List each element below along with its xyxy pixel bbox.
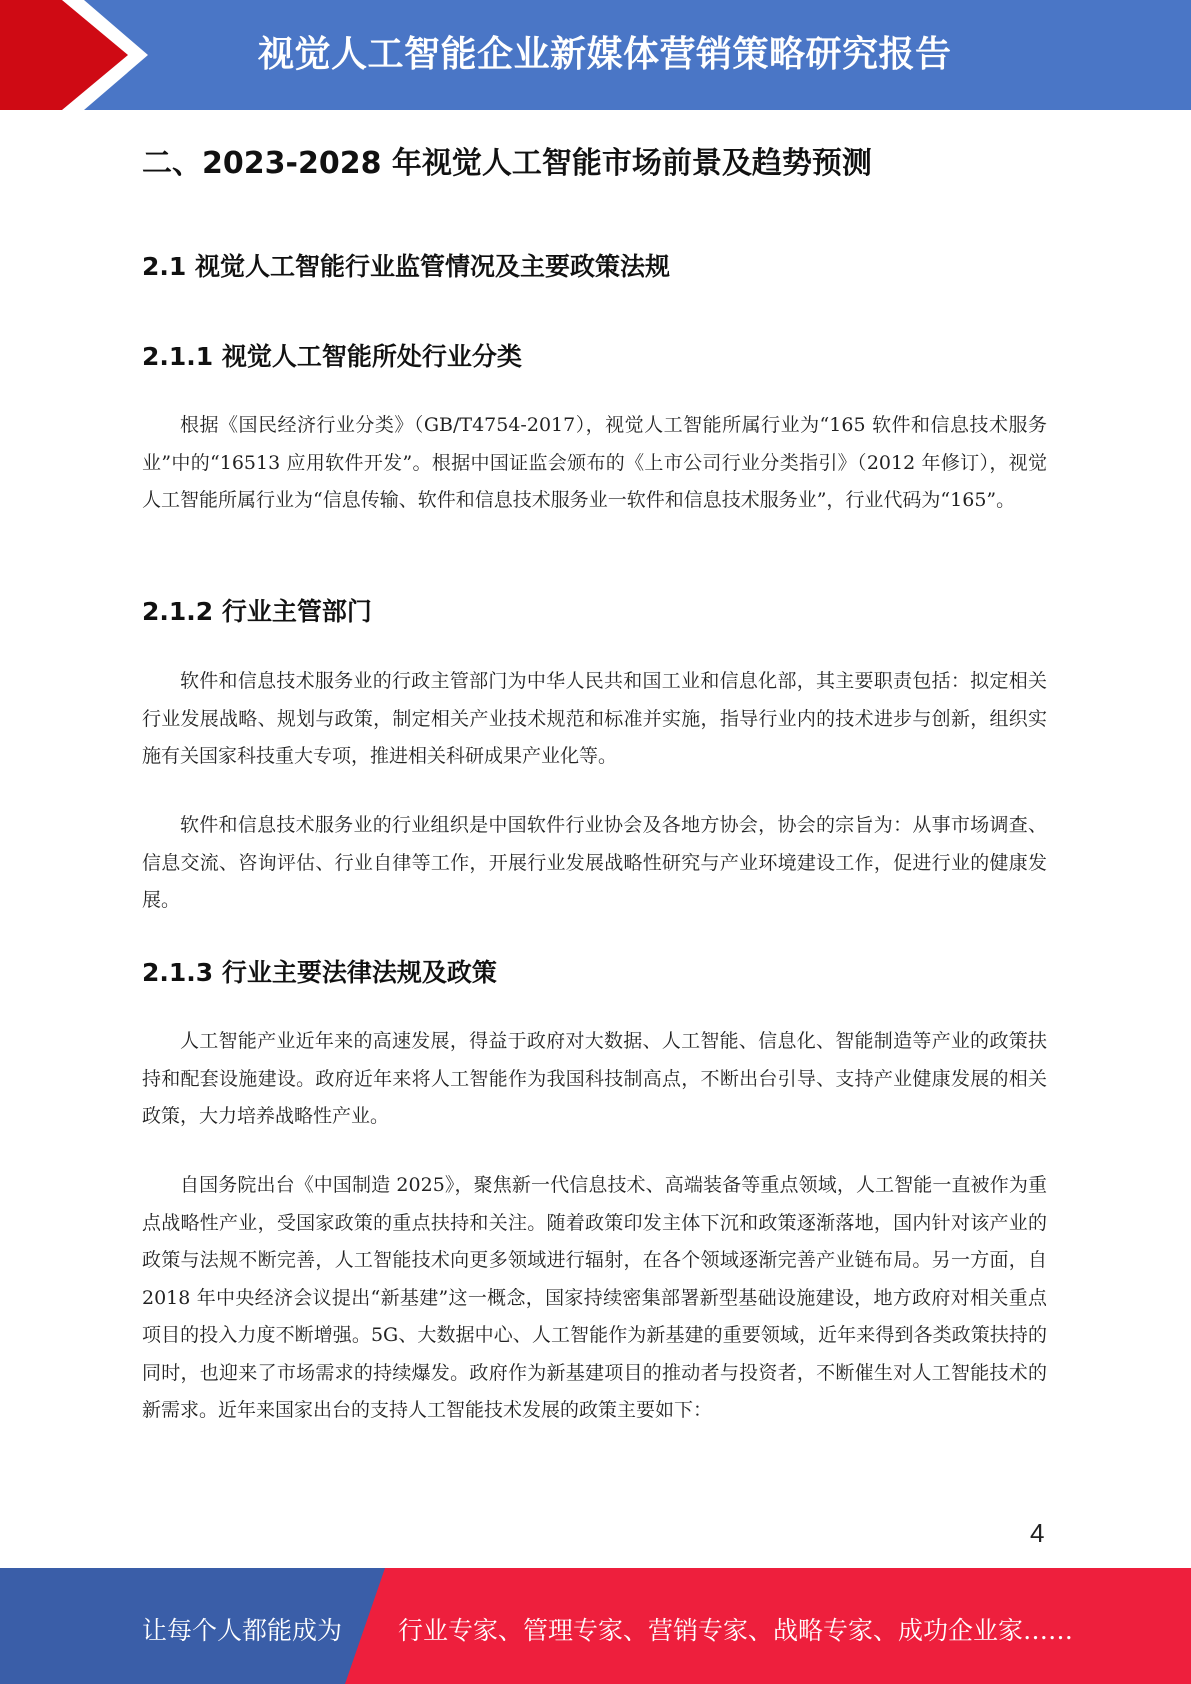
page-number: 4 [1030, 1518, 1045, 1548]
paragraph-industry-classification: 根据《国民经济行业分类》（GB/T4754-2017），视觉人工智能所属行业为“165 软件和信息技术服务业”中的“16513 应用软件开发”。根据中国证监会颁布的《上市公司行业分类指引》（2012 年修订），视觉人工智能所属行业为“信息传输、软件和信息技术服务业一软件和信息技术服务业”，行业代码为“165”。 [142, 414, 1047, 511]
paragraph-industry-association: 软件和信息技术服务业的行业组织是中国软件行业协会及各地方协会，协会的宗旨为：从事市场调查、信息交流、咨询评估、行业自律等工作，开展行业发展战略性研究与产业环境建设工作，促进行业的健康发展。 [142, 814, 1047, 911]
subsection-heading-2-1-3: 2.1.3 行业主要法律法规及政策 [142, 958, 497, 987]
header-banner [0, 0, 1191, 110]
paragraph-policy-support: 人工智能产业近年来的高速发展，得益于政府对大数据、人工智能、信息化、智能制造等产业的政策扶持和配套设施建设。政府近年来将人工智能作为我国科技制高点，不断出台引导、支持产业健康发展的相关政策，大力培养战略性产业。 [142, 1030, 1047, 1127]
paragraph-policy-detail: 自国务院出台《中国制造 2025》，聚焦新一代信息技术、高端装备等重点领域，人工智能一直被作为重点战略性产业，受国家政策的重点扶持和关注。随着政策印发主体下沉和政策逐渐落地，国内针对该产业的政策与法规不断完善，人工智能技术向更多领域进行辐射，在各个领域逐渐完善产业链布局。另一方面，自 2018 年中央经济会议提出“新基建”这一概念，国家持续密集部署新型基础设施建设，地方政府对相关重点项目的投入力度不断增强。5G、大数据中心、人工智能作为新基建的重要领域，近年来得到各类政策扶持的同时，也迎来了市场需求的持续爆发。政府作为新基建项目的推动者与投资者，不断催生对人工智能技术的新需求。近年来国家出台的支持人工智能技术发展的政策主要如下： [142, 1174, 1047, 1421]
paragraph-authority: 软件和信息技术服务业的行政主管部门为中华人民共和国工业和信息化部，其主要职责包括：拟定相关行业发展战略、规划与政策，制定相关产业技术规范和标准并实施，指导行业内的技术进步与创新，组织实施有关国家科技重大专项，推进相关科研成果产业化等。 [142, 670, 1047, 767]
section-heading: 二、2023-2028 年视觉人工智能市场前景及趋势预测 [142, 146, 872, 181]
footer-slogan-right: 行业专家、管理专家、营销专家、战略专家、成功企业家…… [398, 1616, 1074, 1645]
subsection-heading-2-1: 2.1 视觉人工智能行业监管情况及主要政策法规 [142, 252, 670, 281]
report-title: 视觉人工智能企业新媒体营销策略研究报告 [258, 34, 952, 75]
footer-slogan-left: 让每个人都能成为 [142, 1616, 343, 1645]
subsection-heading-2-1-1: 2.1.1 视觉人工智能所处行业分类 [142, 342, 522, 371]
subsection-heading-2-1-2: 2.1.2 行业主管部门 [142, 597, 372, 626]
footer-banner [0, 1568, 1191, 1684]
